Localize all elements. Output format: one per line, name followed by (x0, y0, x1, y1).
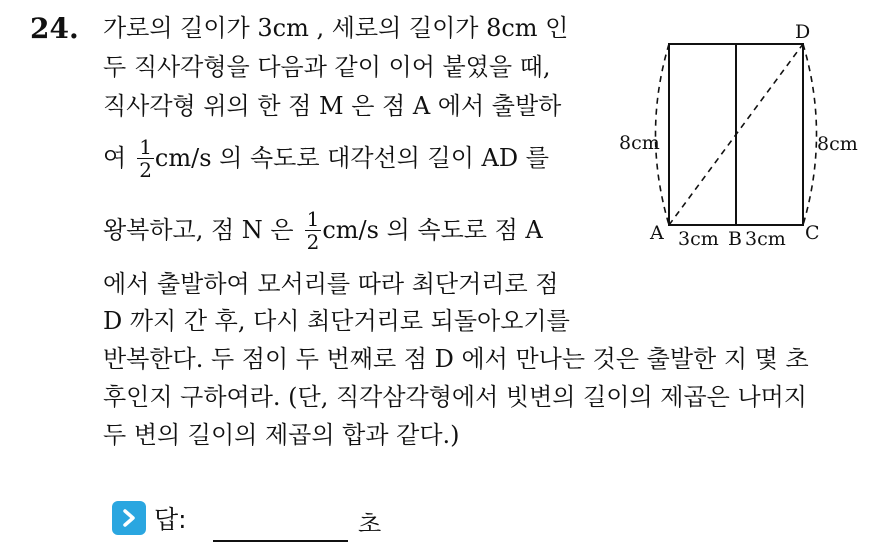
label-left-height: 8cm (619, 132, 660, 154)
problem-line-6: 에서 출발하여 모서리를 따라 최단거리로 점 (103, 270, 559, 298)
line-5-suffix: cm/s 의 속도로 점 A (322, 216, 543, 244)
line-5-prefix: 왕복하고, 점 N 은 (103, 216, 294, 244)
answer-label: 답: (154, 505, 187, 534)
label-right-height: 8cm (817, 133, 858, 155)
problem-line-1: 가로의 길이가 3cm , 세로의 길이가 8cm 인 (103, 14, 569, 42)
answer-row (112, 500, 187, 536)
problem-line-7: D 까지 간 후, 다시 최단거리로 되돌아오기를 (103, 307, 570, 335)
rectangle-figure (612, 18, 872, 253)
label-width-bc: 3cm (745, 228, 786, 250)
fraction-numerator: 1 (139, 134, 152, 159)
line-4-prefix: 여 (103, 144, 127, 172)
problem-line-4 (103, 130, 549, 186)
line-4-suffix: cm/s 의 속도로 대각선의 길이 AD 를 (154, 144, 549, 172)
problem-line-2: 두 직사각형을 다음과 같이 이어 붙였을 때, (103, 53, 551, 81)
problem-line-5 (103, 202, 543, 258)
fraction-denominator: 2 (306, 229, 320, 254)
problem-line-3: 직사각형 위의 한 점 M 은 점 A 에서 출발하 (103, 92, 562, 120)
problem-line-10: 두 변의 길이의 제곱의 합과 같다.) (103, 421, 460, 449)
answer-blank[interactable] (213, 540, 348, 542)
right-arc (803, 44, 817, 225)
fraction-numerator: 1 (306, 206, 320, 231)
fraction-speed-n (305, 208, 322, 253)
label-b: B (728, 228, 742, 250)
label-c: C (805, 222, 820, 244)
label-a: A (650, 222, 664, 244)
fraction-speed-m (137, 136, 154, 181)
label-width-ab: 3cm (678, 228, 719, 250)
chevron-right-icon (112, 501, 146, 535)
problem-line-9: 후인지 구하여라. (단, 직각삼각형에서 빗변의 길이의 제곱은 나머지 (103, 383, 807, 411)
fraction-denominator: 2 (139, 157, 152, 182)
answer-unit: 초 (358, 510, 382, 538)
problem-number: 24. (30, 12, 79, 45)
problem-line-8: 반복한다. 두 점이 두 번째로 점 D 에서 만나는 것은 출발한 지 몇 초 (103, 345, 809, 373)
label-d: D (795, 21, 811, 43)
